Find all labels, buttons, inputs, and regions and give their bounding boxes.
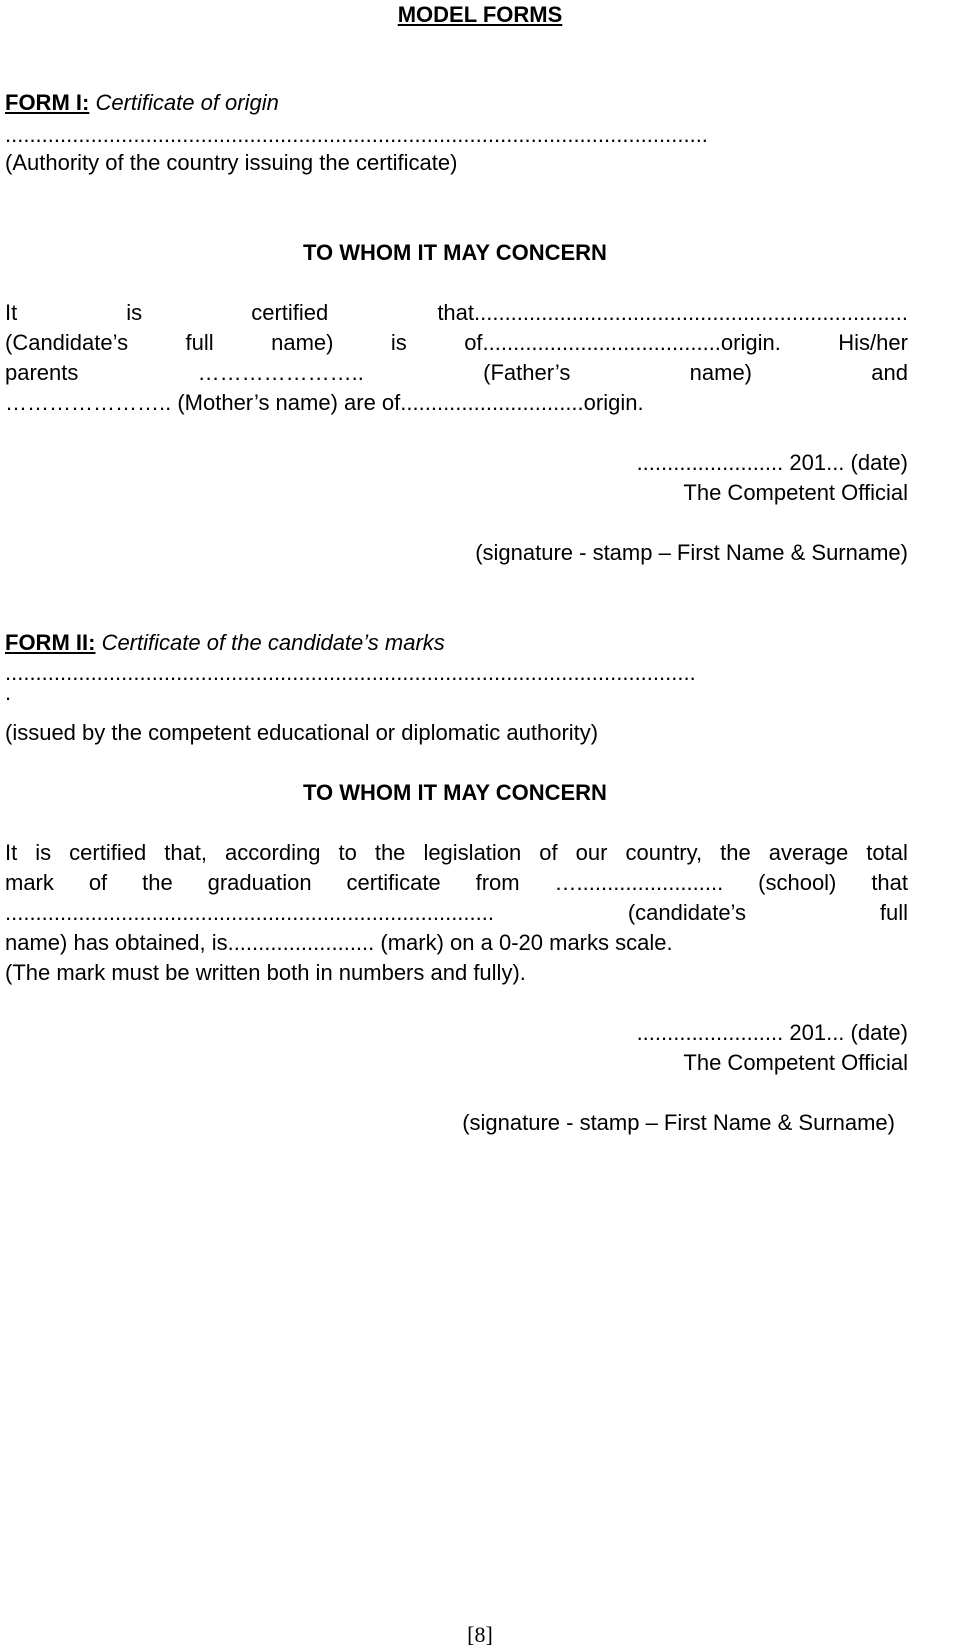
- form1-subtitle: Certificate of origin: [95, 90, 279, 115]
- form2-authority-blank-end: .: [5, 680, 12, 705]
- form2-to-whom: TO WHOM IT MAY CONCERN: [303, 780, 607, 805]
- form2-heading: [5, 628, 908, 658]
- form1-body-line-2: (Candidate’s full name) is of.......................................origin. His/her: [5, 330, 908, 355]
- form1-authority-caption: (Authority of the country issuing the certificate): [5, 150, 458, 175]
- form1-date-line: ........................ 201... (date): [636, 450, 908, 475]
- form2-date-line: ........................ 201... (date): [636, 1020, 908, 1045]
- form1-body-line-4: ………………….. (Mother’s name) are of..............................origin.: [5, 390, 644, 415]
- form2-official: The Competent Official: [683, 1050, 908, 1075]
- form1-official: The Competent Official: [683, 480, 908, 505]
- form1-body-line-1: It is certified that.......................................................................: [5, 300, 908, 325]
- page-number: [8]: [467, 1622, 493, 1647]
- form2-authority-blank: .................................................................................................................: [5, 660, 696, 685]
- form2-body-line-3: ................................................................................ (candidate’s full: [5, 900, 908, 925]
- form2-signature: (signature - stamp – First Name & Surname): [462, 1110, 895, 1135]
- form2-label: FORM II:: [5, 630, 96, 655]
- form1-to-whom: TO WHOM IT MAY CONCERN: [303, 240, 607, 265]
- form2-body-line-5: (The mark must be written both in numbers and fully).: [5, 960, 526, 985]
- form1-body-line-3: parents ………………….. (Father’s name) and: [5, 360, 908, 385]
- page-title: MODEL FORMS: [397, 2, 563, 27]
- form2-body-line-4: name) has obtained, is........................ (mark) on a 0-20 marks scale.: [5, 930, 673, 955]
- form1-signature: (signature - stamp – First Name & Surname): [475, 540, 908, 565]
- form2-subtitle: Certificate of the candidate’s marks: [101, 630, 445, 655]
- form2-body-line-2: mark of the graduation certificate from …........................ (school) that: [5, 870, 909, 895]
- form1-authority-blank: ...................................................................................................................: [5, 122, 708, 147]
- form2-issued-caption: (issued by the competent educational or diplomatic authority): [5, 720, 599, 745]
- form1-label: FORM I:: [5, 90, 90, 115]
- form1-heading: [5, 88, 908, 118]
- form2-body-line-1: It is certified that, according to the legislation of our country, the average total: [5, 840, 908, 865]
